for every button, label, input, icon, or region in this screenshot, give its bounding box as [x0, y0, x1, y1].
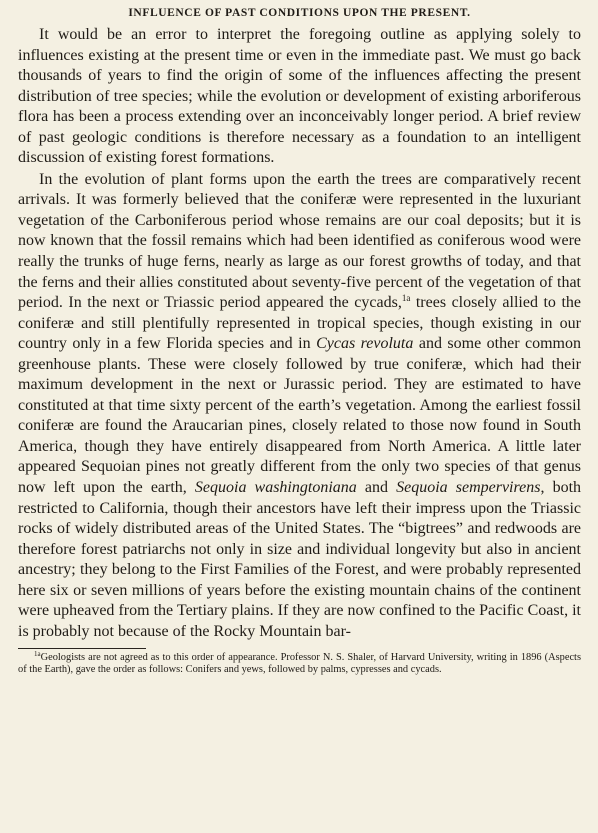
paragraph-2	[18, 170, 581, 643]
species-name-sequoia-sempervirens: Sequoia sempervirens	[396, 479, 541, 497]
running-head: INFLUENCE OF PAST CONDITIONS UPON THE PRESENT.	[128, 7, 471, 19]
paragraph-2-part-4: and	[356, 479, 397, 497]
paragraph-2-part-5: , both restricted to California, though their ancestors have left their impress upon the Triassic rocks of widely distributed areas of the United States. The “bigtrees” and redwoods are therefore forest patriarchs not only in size and individual longevity but also in ancient ancestry; they belong to the First Families of the Forest, and were probably represented here six or seven millions of years before the existing mountain chains of the continent were upheaved from the Tertiary plains. If they are now confined to the Pacific Coast, it is probably not because of the Rocky Mountain bar-	[18, 479, 582, 640]
footnote-reference: 1a	[401, 293, 411, 304]
footnote-mark: 1a	[34, 650, 41, 659]
paragraph-2-part-3: and some other common greenhouse plants. These were closely followed by true coniferæ, which had their maximum development in the next or Jurassic period. They are estimated to have constituted at that time sixty percent of the earth’s vegetation. Among the earliest fossil coniferæ are found the Araucarian pines, closely related to those now found in South America, though they have entirely disappeared from North America. A little later appeared Sequoian pines not greatly different from the only two species of that genus now left upon the earth,	[18, 335, 582, 497]
footnote-text: Geologists are not agreed as to this order of appearance. Professor N. S. Shaler, of Harvard University, writing in 1896 (Aspects of the Earth), gave the order as follows: Conifers and yews, followed by palms, cypresses and cycads.	[18, 652, 581, 675]
footnote-divider	[18, 648, 146, 649]
species-name-sequoia-washingtoniana: Sequoia washingtoniana	[194, 479, 357, 497]
footnote	[18, 652, 581, 675]
paragraph-1: It would be an error to interpret the foregoing outline as applying solely to influences existing at the present time or even in the immediate past. We must go back thousands of years to find the origin of some of the influences affecting the present distribution of tree species; while the evolution or development of existing arboriferous flora has been a process extending over an inconceivably longer period. A brief review of past geologic conditions is therefore necessary as a foundation to an intelligent discussion of existing forest formations.	[18, 26, 581, 167]
paragraph-2-part-2: trees closely allied to the coniferæ and still plentifully represented in tropical species, though existing in our country only in a few Florida species and in	[18, 294, 581, 353]
paragraph-2-part-1: In the evolution of plant forms upon the earth the trees are comparatively recent arrivals. It was formerly believed that the coniferæ were represented in the luxuriant vegetation of the Carboniferous period whose remains are our coal deposits; but it is now known that the fossil remains which had been identified as coniferous wood were really the trunks of huge ferns, nearly as large as our forest growths of today, and that the ferns and their allies constituted about seventy-five percent of the vegetation of that period. In the next or Triassic period appeared the cycads,	[18, 170, 581, 312]
species-name-cycas-revoluta: Cycas revoluta	[316, 335, 414, 353]
